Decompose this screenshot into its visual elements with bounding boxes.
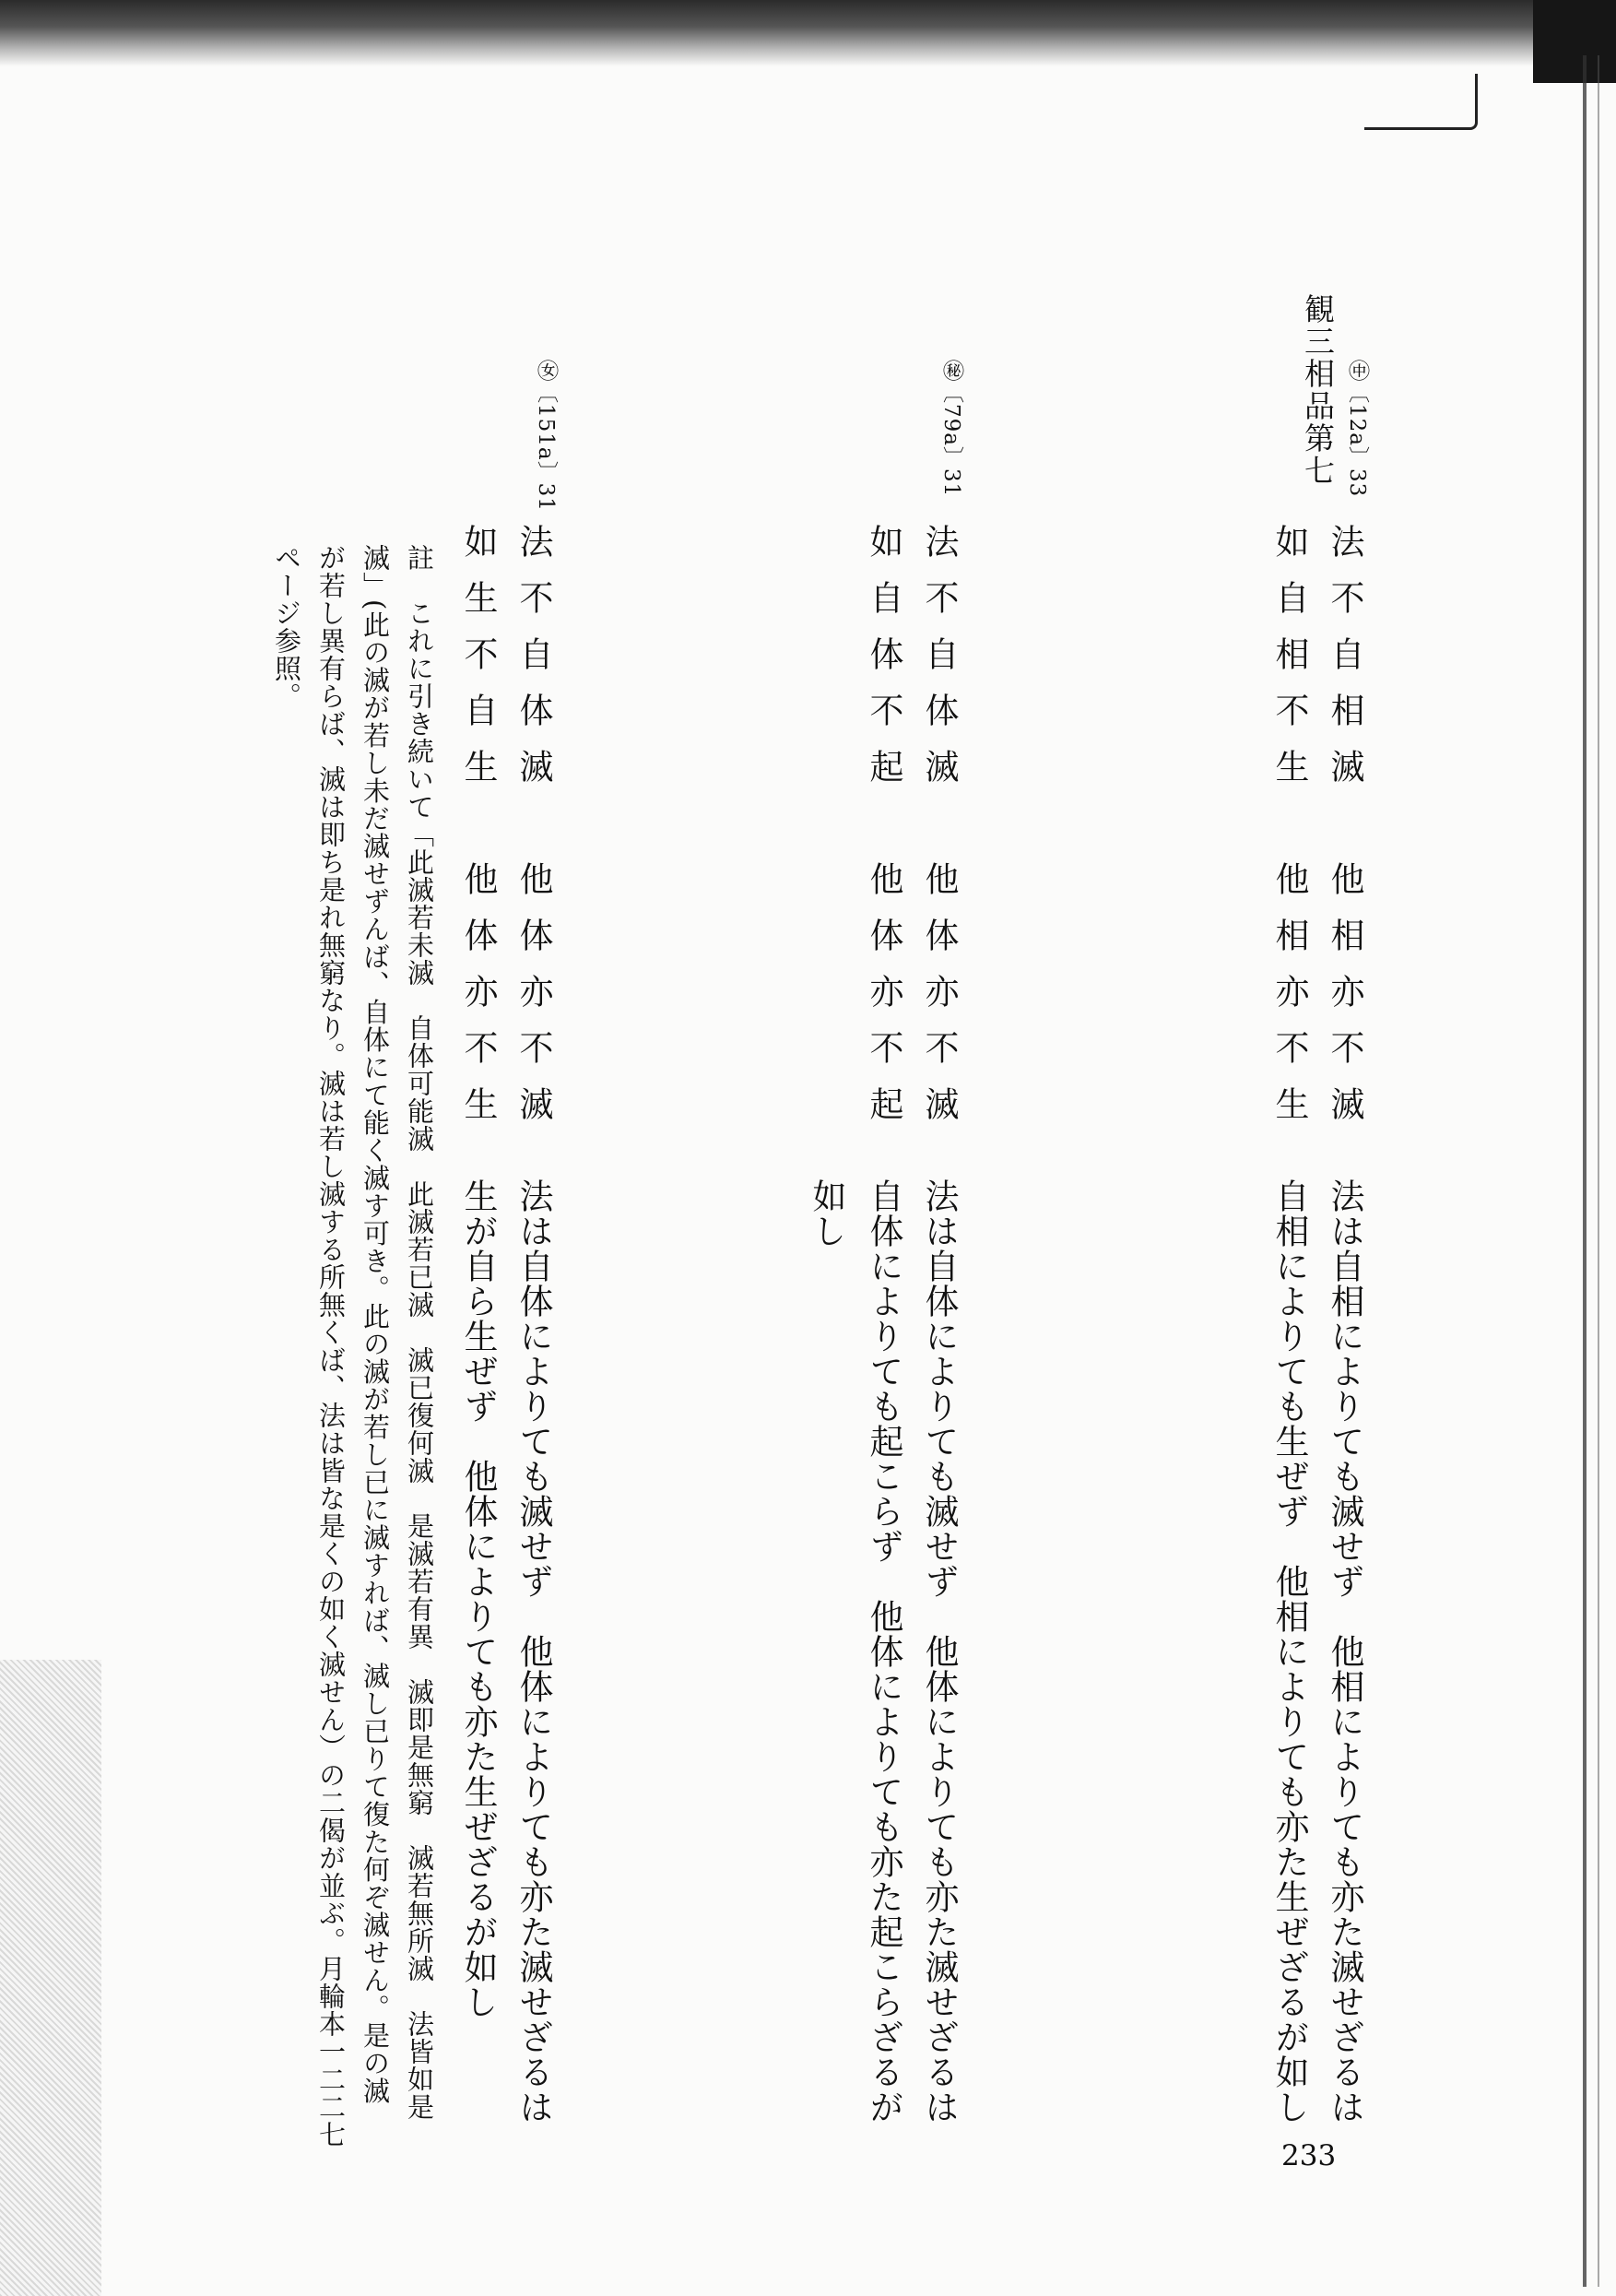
scan-corner-shadow	[1533, 0, 1616, 83]
verse-translation: 法は自体によりても滅せず 他体によりても亦た滅せざるは	[513, 1178, 553, 2124]
verse-translation: 如し	[807, 1178, 846, 1249]
verse-translation: 自体によりても起こらず 他体によりても亦た起こらざるが	[864, 1178, 903, 2124]
footnote-line: 滅」(此の滅が若し未だ滅せずんば、自体にて能く滅す可き。此の滅が若し已に滅すれば、滅し已りて復た何ぞ滅せん。是の滅	[360, 544, 391, 2105]
verse-ref: ㊛〔151a〕31	[534, 360, 558, 512]
verse-line: 法不自相滅 他相亦不滅	[1325, 524, 1364, 1142]
verse-ref: ㊙〔79a〕31	[939, 360, 963, 498]
verse-ref: ㊥〔12a〕33	[1345, 360, 1369, 498]
verse-line: 如自相不生 他相亦不生	[1269, 524, 1309, 1142]
verse-translation: 法は自相によりても滅せず 他相によりても亦た滅せざるは	[1325, 1178, 1364, 2124]
verse-translation: 法は自体によりても滅せず 他体によりても亦た滅せざるは	[919, 1178, 959, 2124]
footnote-line: が若し異有らば、滅は即ち是れ無窮なり。滅は若し滅する所無くば、法は皆な是くの如く滅せん）の二偈が並ぶ。月輪本一二二七	[315, 544, 347, 2148]
verse-translation: 自相によりても生ぜず 他相によりても亦た生ぜざるが如し	[1269, 1178, 1309, 2124]
verse-translation: 生が自ら生ぜず 他体によりても亦た生ぜざるが如し	[458, 1178, 498, 2019]
footnote-line: ページ参照。	[271, 544, 302, 710]
verse-line: 法不自体滅 他体亦不滅	[919, 524, 959, 1142]
scan-corner-mark	[1364, 74, 1478, 130]
page-number: 233	[1281, 2139, 1337, 2172]
verse-line: 如自体不起 他体亦不起	[864, 524, 903, 1142]
scan-right-edge-inner	[1598, 55, 1599, 2287]
scan-top-shadow	[0, 0, 1616, 66]
chapter-header: 観三相品第七	[1300, 293, 1336, 487]
scan-left-noise	[0, 1660, 101, 2296]
footnote-line: 註 これに引き続いて「此滅若未滅 自体可能滅 此滅若已滅 滅已復何滅 是滅若有異 滅即是無窮 滅若無所滅 法皆如是	[404, 544, 435, 2121]
scan-right-edge	[1583, 55, 1587, 2287]
verse-line: 法不自体滅 他体亦不滅	[513, 524, 553, 1142]
verse-line: 如生不自生 他体亦不生	[458, 524, 498, 1142]
